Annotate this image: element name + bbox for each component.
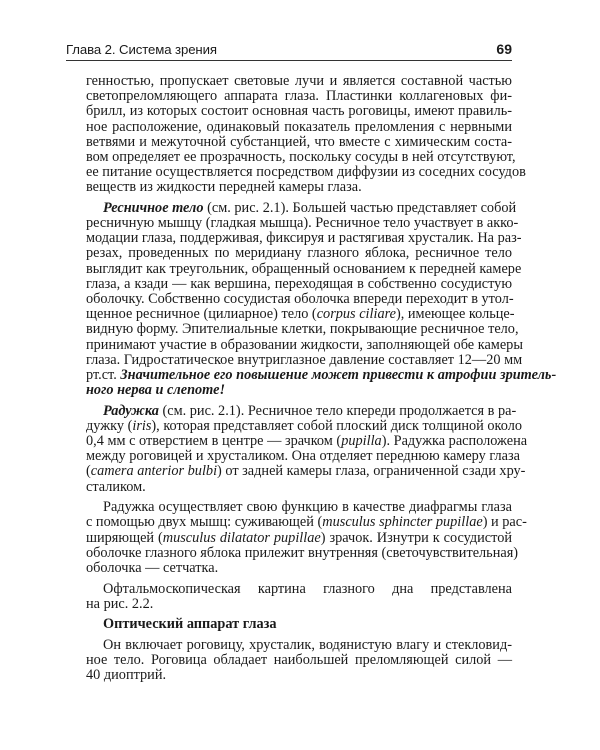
paragraph bbox=[86, 73, 526, 196]
text-run: на рис. 2.2. bbox=[86, 595, 154, 612]
running-header bbox=[66, 41, 512, 57]
text-line bbox=[86, 148, 516, 165]
latin-term: musculus sphincter pupillae bbox=[322, 514, 483, 531]
text-run: выглядит как треугольник, обращенный основанием к передней камере bbox=[86, 260, 522, 277]
text-run: оболочке глазного яблока прилежит внутренняя (светочувствительная) bbox=[86, 544, 519, 561]
text-run: видную форму. Эпителиальные клетки, покрывающие ресничное тело, bbox=[86, 321, 519, 338]
text-run: Он включает роговицу, хрусталик, водянистую влагу и стекловид- bbox=[103, 636, 512, 653]
text-line bbox=[86, 230, 522, 247]
text-line bbox=[86, 89, 512, 104]
text-run: ). Радужка расположена bbox=[381, 433, 528, 450]
text-run: оболочка — сетчатка. bbox=[86, 559, 219, 576]
text-run: светопреломляющего аппарата глаза. Пластинки коллагеновых фи- bbox=[86, 88, 512, 105]
text-run: генностью, пропускает световые лучи и является составной частью bbox=[86, 73, 512, 89]
chapter-title: Глава 2. Система зрения bbox=[66, 42, 217, 57]
text-run: вом определяет ее прозрачность, поскольку сосуды в ней отсутствуют, bbox=[86, 148, 516, 165]
text-run: модации глаза, поддерживая, фиксируя и растягивая хрусталик. На раз- bbox=[86, 230, 522, 247]
text-run: ), имеющее кольце- bbox=[396, 306, 515, 323]
text-run: (см. рис. 2.1). Большей частью представляет собой bbox=[203, 199, 517, 216]
text-run: ( bbox=[86, 463, 91, 480]
text-run: Офтальмоскопическая картина глазного дна представлена bbox=[103, 580, 512, 597]
section-heading-text: Оптический аппарат глаза bbox=[103, 616, 277, 633]
text-line bbox=[86, 531, 512, 546]
text-run: щенное ресничное (цилиарное) тело ( bbox=[86, 306, 317, 323]
text-line bbox=[86, 463, 526, 480]
text-line bbox=[86, 164, 526, 181]
paragraph bbox=[86, 199, 557, 399]
header-rule bbox=[66, 60, 512, 61]
page-body bbox=[86, 73, 557, 684]
text-run: принимают участие в образовании жидкости, заполняющей обе камеры bbox=[86, 336, 523, 353]
text-run: глаза, а кзади — как вершина, переходящая в собственно сосудистую bbox=[86, 275, 512, 292]
text-line bbox=[86, 104, 512, 119]
text-line bbox=[86, 668, 512, 683]
text-line bbox=[86, 417, 522, 434]
text-run: рт.ст. bbox=[86, 366, 121, 383]
latin-term: iris bbox=[132, 417, 152, 434]
text-run: ветвями и межуточной субстанцией, что вместе с химическим соста- bbox=[86, 133, 512, 150]
text-line bbox=[86, 597, 512, 612]
text-run: сталиком. bbox=[86, 478, 146, 495]
text-run: между роговицей и хрусталиком. Она отделяет переднюю камеру глаза bbox=[86, 448, 520, 465]
text-line bbox=[86, 500, 512, 515]
text-line bbox=[86, 74, 512, 89]
latin-term: musculus dilatator pupillae bbox=[162, 529, 321, 546]
text-line bbox=[86, 448, 520, 465]
text-run: Радужка осуществляет свою функцию в качестве диафрагмы глаза bbox=[103, 499, 512, 516]
text-line bbox=[86, 180, 512, 195]
text-line bbox=[86, 366, 557, 383]
emphasis-term: ного нерва и слепоте! bbox=[86, 382, 226, 399]
text-run: дужку ( bbox=[86, 417, 133, 434]
text-run: ресничную мышцу (гладкая мышца). Ресничное тело участвует в акко- bbox=[86, 215, 519, 232]
text-run: ное расположение, одинаковый показатель преломления с нервными bbox=[86, 118, 512, 135]
text-run: ), которая представляет собой плоский диск толщиной около bbox=[151, 417, 522, 434]
text-line bbox=[86, 514, 527, 531]
text-line bbox=[86, 433, 528, 450]
text-run: глаза. Гидростатическое внутриглазное давление составляет 12—20 мм bbox=[86, 351, 523, 368]
text-run: веществ из жидкости передней камеры глаза. bbox=[86, 179, 362, 196]
emphasis-term: Радужка bbox=[103, 402, 159, 419]
text-line bbox=[86, 199, 517, 216]
text-line bbox=[86, 246, 512, 261]
text-run: 0,4 мм с отверстием в центре — зрачком ( bbox=[86, 433, 342, 450]
text-line bbox=[86, 480, 512, 495]
text-run: ) зрачок. Изнутри к сосудистой bbox=[320, 529, 512, 546]
text-line bbox=[86, 277, 512, 292]
text-run: 40 диоптрий. bbox=[86, 667, 167, 684]
text-line bbox=[86, 135, 512, 150]
text-line bbox=[86, 120, 512, 135]
text-line bbox=[86, 544, 519, 561]
text-line bbox=[86, 582, 512, 597]
section-heading bbox=[86, 617, 512, 632]
text-line bbox=[86, 215, 519, 232]
text-run: резах, проведенных по меридиану глазного яблока, ресничное тело bbox=[86, 245, 512, 262]
paragraph bbox=[86, 402, 528, 495]
emphasis-term: Значительное его повышение может привести к атрофии зритель- bbox=[120, 366, 557, 383]
text-line bbox=[86, 336, 523, 353]
text-line bbox=[86, 351, 523, 368]
text-run: брилл, из которых состоит основная часть роговицы, имеют правиль- bbox=[86, 103, 512, 120]
text-run: ) от задней камеры глаза, ограниченной сзади хру- bbox=[217, 463, 526, 480]
text-run: ширяющей ( bbox=[86, 529, 163, 546]
text-line bbox=[86, 321, 519, 338]
text-line bbox=[86, 260, 522, 277]
paragraph bbox=[86, 582, 512, 612]
text-run: ное тело. Роговица обладает наибольшей преломляющей силой — bbox=[86, 652, 512, 669]
text-run: оболочку. Собственно сосудистая оболочка впереди переходит в утол- bbox=[86, 291, 514, 308]
text-run: с помощью двух мышц: суживающей ( bbox=[86, 514, 323, 531]
text-line bbox=[86, 638, 512, 653]
latin-term: pupilla bbox=[341, 433, 382, 450]
text-line bbox=[86, 383, 512, 398]
latin-term: camera anterior bulbi bbox=[90, 463, 218, 480]
text-run: (см. рис. 2.1). Ресничное тело кпереди продолжается в ра- bbox=[158, 402, 517, 419]
text-line bbox=[86, 402, 517, 419]
page-number: 69 bbox=[496, 41, 512, 57]
latin-term: corpus ciliare bbox=[316, 306, 396, 323]
text-run: ) и рас- bbox=[482, 514, 527, 531]
paragraph bbox=[86, 638, 512, 684]
paragraph bbox=[86, 499, 527, 576]
text-run: ее питание осуществляется посредством диффузии из соседних сосудов bbox=[86, 164, 526, 181]
text-line bbox=[86, 306, 515, 323]
text-line bbox=[86, 653, 512, 668]
emphasis-term: Ресничное тело bbox=[103, 199, 204, 216]
text-line bbox=[86, 292, 512, 307]
text-line bbox=[86, 561, 512, 576]
